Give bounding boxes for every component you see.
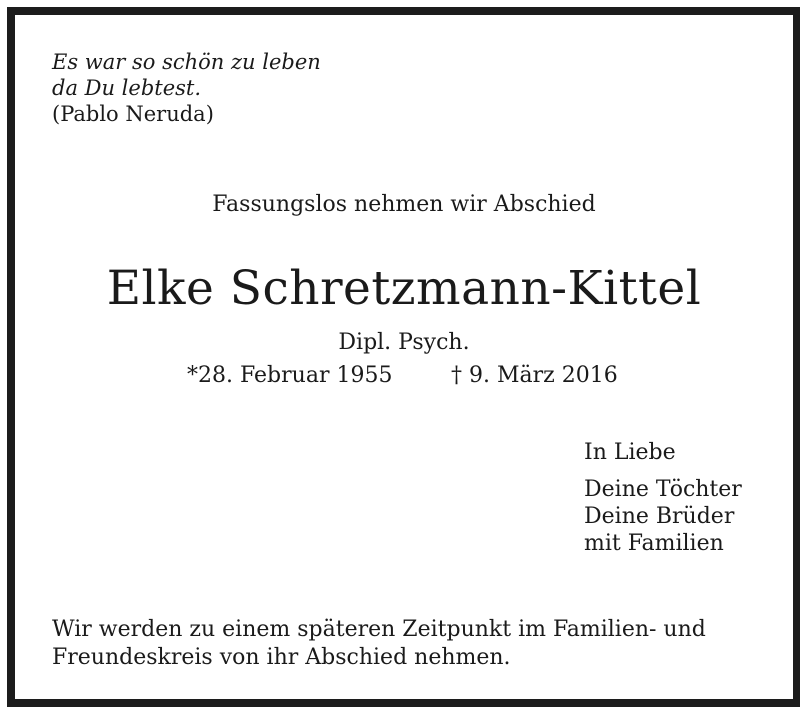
farewell-notice xyxy=(52,616,772,672)
signoff-block xyxy=(584,439,742,557)
birth-date: *28. Februar 1955 xyxy=(187,363,393,388)
signoff-line: Deine Töchter xyxy=(584,477,742,502)
quote-line: Es war so schön zu leben xyxy=(52,50,321,74)
signoff-line: Deine Brüder xyxy=(584,504,735,529)
obituary-frame xyxy=(7,7,800,707)
deceased-name: Elke Schretzmann-Kittel xyxy=(106,261,702,316)
death-date: † 9. März 2016 xyxy=(451,363,618,388)
quote-line: da Du lebtest. xyxy=(52,76,202,100)
intro-text: Fassungslos nehmen wir Abschied xyxy=(212,192,596,217)
quote-block xyxy=(52,49,321,127)
deceased-title: Dipl. Psych. xyxy=(338,330,470,355)
notice-line: Wir werden zu einem späteren Zeitpunkt im Familien- und xyxy=(52,617,706,642)
notice-line: Freundeskreis von ihr Abschied nehmen. xyxy=(52,645,511,670)
quote-author: (Pablo Neruda) xyxy=(52,102,214,126)
obituary-content xyxy=(15,15,793,699)
signoff-heading: In Liebe xyxy=(584,440,676,465)
signoff-line: mit Familien xyxy=(584,531,724,556)
